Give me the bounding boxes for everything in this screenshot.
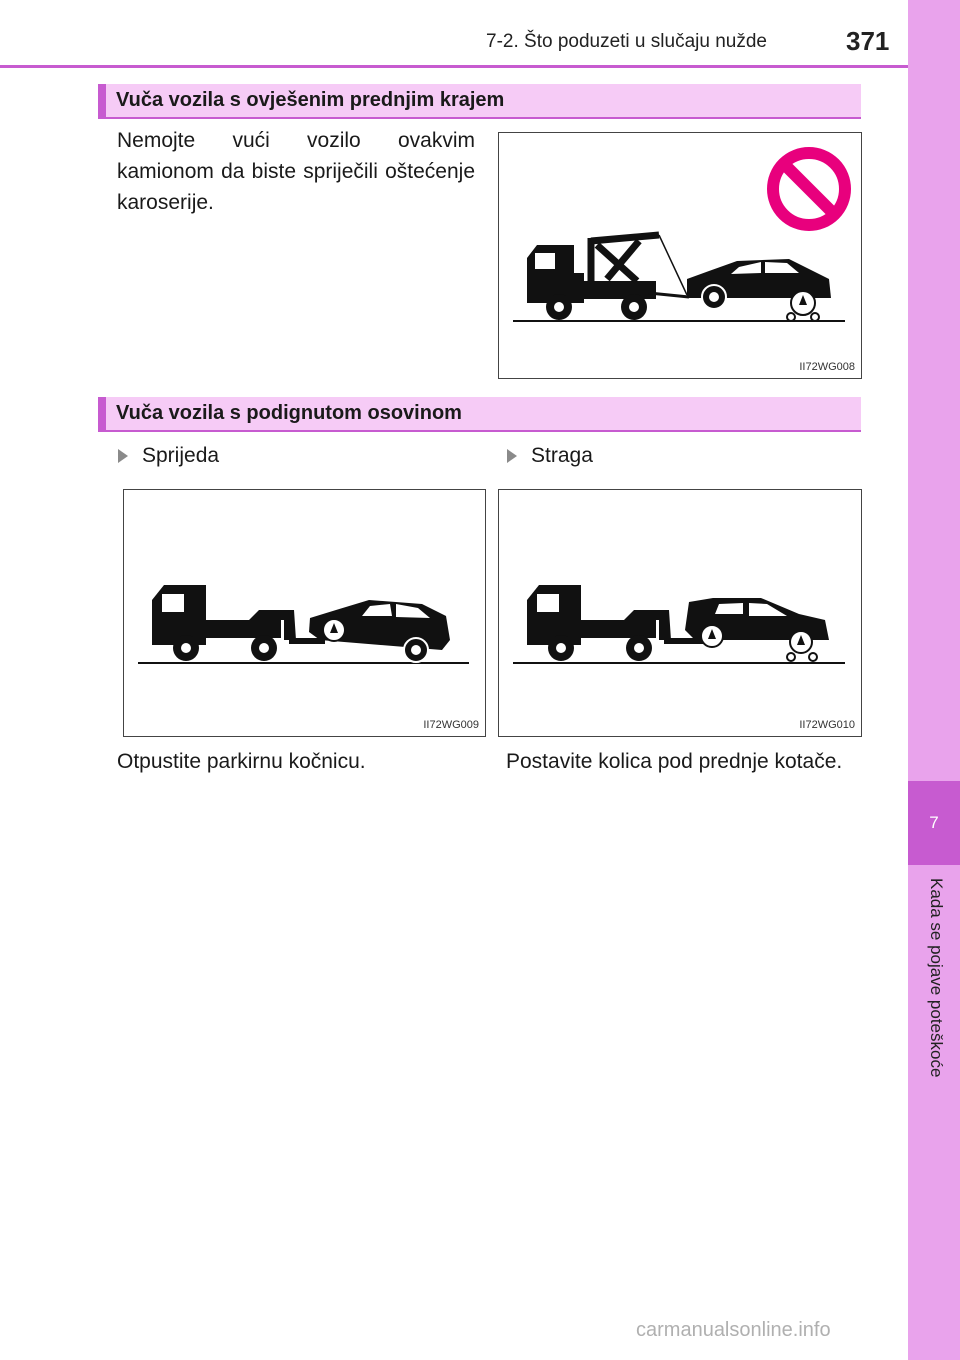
chapter-number: 7 — [908, 781, 960, 865]
figure-axle-lift-rear — [498, 489, 862, 737]
prohibition-icon — [773, 153, 845, 225]
header-rule — [0, 65, 908, 68]
section-heading-front-suspended: Vuča vozila s ovješenim prednjim krajem — [98, 84, 861, 119]
rear-lift-illustration — [499, 490, 861, 736]
triangle-bullet-icon — [507, 449, 517, 463]
sublabel-front: Sprijeda — [118, 444, 219, 468]
section2-right-text: Postavite kolica pod prednje kotače. — [506, 750, 843, 773]
figure-wrecker-truck — [498, 132, 862, 379]
figure-axle-lift-front — [123, 489, 486, 737]
section1-text: Nemojte vući vozilo ovakvim kamionom da biste spriječili oštećenje karoserije. — [117, 129, 475, 214]
section2-left-text: Otpustite parkirnu kočnicu. — [117, 750, 366, 773]
watermark: carmanualsonline.info — [636, 1319, 831, 1341]
section-heading-axle-lift: Vuča vozila s podignutom osovinom — [98, 397, 861, 432]
figure-code: II72WG010 — [799, 719, 855, 731]
chapter-side-tab — [908, 0, 960, 1360]
sublabel-rear: Straga — [507, 444, 593, 468]
wrecker-illustration — [499, 133, 861, 378]
page-number: 371 — [846, 26, 890, 56]
figure-code: II72WG009 — [423, 719, 479, 731]
triangle-bullet-icon — [118, 449, 128, 463]
front-lift-illustration — [124, 490, 485, 736]
chapter-label: Kada se pojave poteškoće — [927, 878, 946, 1078]
running-header: 7-2. Što poduzeti u slučaju nužde — [486, 31, 767, 52]
figure-code: II72WG008 — [799, 361, 855, 373]
